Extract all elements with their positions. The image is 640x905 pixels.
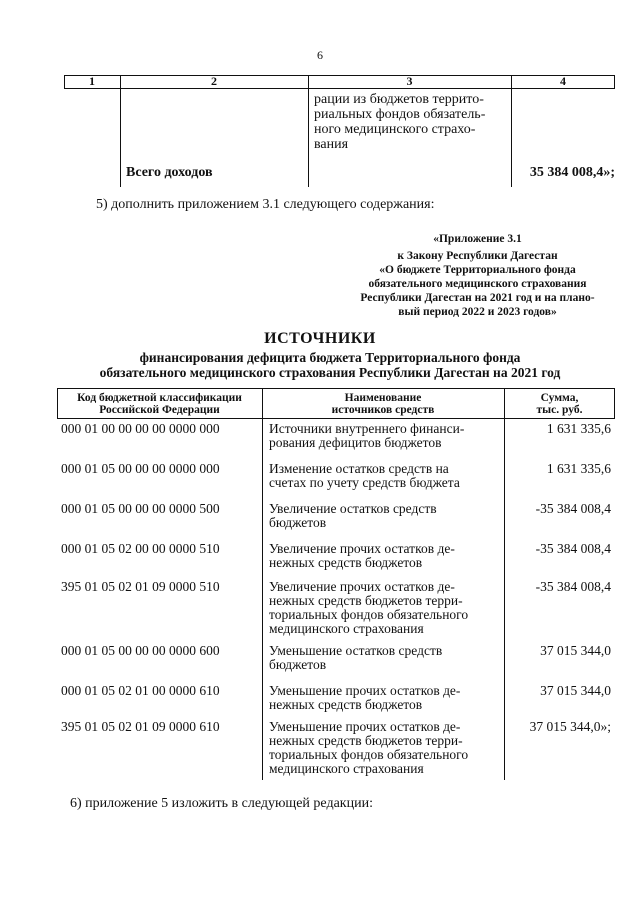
document-subtitle: финансирования дефицита бюджета Территориального фонда обязательного медицинского страхования Республики Дагестан на 2021 год bbox=[99, 350, 561, 380]
column-header-name: Наименование источников средств bbox=[331, 392, 435, 416]
column-header-3: 3 bbox=[406, 74, 413, 88]
source-sum: 1 631 335,6 bbox=[546, 461, 611, 476]
column-header-sum: Сумма, тыс. руб. bbox=[536, 392, 583, 416]
amendment-paragraph-5: 5) дополнить приложением 3.1 следующего содержания: bbox=[96, 197, 435, 212]
source-name: Увеличение остатков средств бюджетов bbox=[269, 501, 437, 530]
budget-code: 000 01 05 00 00 00 0000 600 bbox=[61, 643, 220, 658]
source-name: Источники внутреннего финанси- рования дефицитов бюджетов bbox=[269, 421, 465, 450]
column-header-4: 4 bbox=[560, 74, 566, 88]
source-name: Изменение остатков средств на счетах по учету средств бюджета bbox=[269, 461, 460, 490]
table-header-divider bbox=[57, 418, 615, 419]
total-revenue-label: Всего доходов bbox=[126, 165, 213, 180]
column-divider bbox=[308, 75, 309, 187]
source-name: Увеличение прочих остатков де- нежных средств бюджетов bbox=[269, 541, 455, 570]
column-divider bbox=[504, 388, 505, 780]
column-divider bbox=[120, 75, 121, 187]
amendment-paragraph-6: 6) приложение 5 изложить в следующей редакции: bbox=[70, 796, 373, 811]
budget-code: 000 01 05 00 00 00 0000 500 bbox=[61, 501, 220, 516]
page-number: 6 bbox=[317, 48, 323, 62]
budget-code: 395 01 05 02 01 09 0000 510 bbox=[61, 579, 220, 594]
budget-code: 000 01 05 02 00 00 0000 510 bbox=[61, 541, 220, 556]
column-header-2: 2 bbox=[211, 74, 217, 88]
total-revenue-value: 35 384 008,4»; bbox=[529, 165, 615, 180]
budget-code: 000 01 05 00 00 00 0000 000 bbox=[61, 461, 220, 476]
source-sum: -35 384 008,4 bbox=[535, 541, 611, 556]
column-header-code: Код бюджетной классификации Российской Федерации bbox=[77, 392, 242, 416]
source-sum: 37 015 344,0»; bbox=[529, 719, 611, 734]
source-sum: -35 384 008,4 bbox=[535, 579, 611, 594]
budget-code: 000 01 05 02 01 00 0000 610 bbox=[61, 683, 220, 698]
column-divider bbox=[262, 388, 263, 780]
column-divider bbox=[511, 75, 512, 187]
revenue-table-continuation bbox=[64, 75, 615, 187]
column-header-1: 1 bbox=[89, 74, 95, 88]
source-name: Увеличение прочих остатков де- нежных средств бюджетов терри- ториальных фондов обязательного медицинского страхования bbox=[269, 579, 469, 636]
source-name: Уменьшение прочих остатков де- нежных средств бюджетов терри- ториальных фондов обязательного медицинского страхования bbox=[269, 719, 469, 776]
appendix-header: «Приложение 3.1 к Закону Республики Дагестан «О бюджете Территориального фонда обязательного медицинского страхования Республики Дагестан на 2021 год и на плано- вый период 2022 и 2023 годов» bbox=[360, 233, 595, 318]
source-name: Уменьшение остатков средств бюджетов bbox=[269, 643, 443, 672]
source-sum: 1 631 335,6 bbox=[546, 421, 611, 436]
budget-code: 000 01 00 00 00 00 0000 000 bbox=[61, 421, 220, 436]
source-sum: 37 015 344,0 bbox=[540, 643, 611, 658]
table-header-divider bbox=[64, 88, 615, 89]
financing-sources-table bbox=[57, 388, 615, 780]
document-title: ИСТОЧНИКИ bbox=[264, 330, 376, 347]
source-name: Уменьшение прочих остатков де- нежных средств бюджетов bbox=[269, 683, 461, 712]
budget-code: 395 01 05 02 01 09 0000 610 bbox=[61, 719, 220, 734]
table-border-top bbox=[57, 388, 615, 389]
source-sum: -35 384 008,4 bbox=[535, 501, 611, 516]
continued-source-description: рации из бюджетов террито- риальных фондов обязатель- ного медицинского страхо- вания bbox=[314, 92, 486, 152]
source-sum: 37 015 344,0 bbox=[540, 683, 611, 698]
